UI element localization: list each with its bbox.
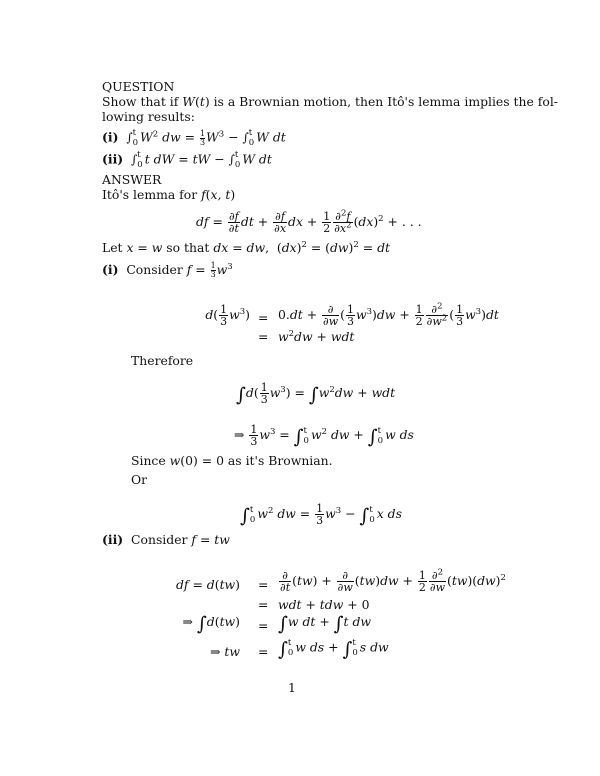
integral-equation-1: ∫d( $\frac{1}{3}$ $w^3) = \int w^2dw$ + wdt (236, 381, 396, 406)
question-part-ii: (ii) ∫ t 0 t dW = tW − ∫ t 0 W dt (102, 150, 272, 170)
since-text: Since w(0) = 0 as it's Brownian. (131, 453, 333, 468)
eq-ii-lhs-1: df = d(tw) (175, 577, 240, 592)
eq-i-equals-1: = (258, 310, 269, 325)
eq-i-equals-2: = (258, 329, 269, 344)
page-number: 1 (288, 680, 296, 695)
eq-i-lhs: d( $\frac{1}{3}$ $w^3$) (205, 303, 250, 328)
eq-ii-equals-4: = (258, 644, 269, 659)
eq-ii-equals-1: = (258, 577, 269, 592)
or-text: Or (131, 472, 148, 487)
eq-ii-lhs-3: ⇒ ∫d(tw) (182, 613, 240, 635)
part-i-consider: (i) Consider f = $\frac{1}{3}$ $w^3$ (102, 261, 233, 279)
question-text-line-2: lowing results: (102, 109, 195, 124)
substitution-line: Let x = w so that dx = dw, (dx)$^2$ = (dw)$^2$ = dt (102, 239, 390, 255)
eq-i-rhs-2: $w^2dw$ + wdt (278, 328, 355, 344)
eq-ii-rhs-3: ∫w dt + ∫t dw (278, 613, 372, 635)
question-text-line-1: Show that if W(t) is a Brownian motion, then Itô's lemma implies the fol- (102, 94, 558, 109)
eq-i-rhs-1: 0.dt + $\frac{\partial}{\partial w}$ ( $\frac{1}{3}$ $w^3)dw$ + $\frac{1}{2}$ $\frac{\partial^2}{\partial w^2}$ ( $\frac{1}{3}$ $w^3)dt$ (278, 301, 499, 328)
ito-intro: Itô's lemma for f(x, t) (102, 187, 236, 202)
eq-ii-equals-3: = (258, 618, 269, 633)
eq-ii-rhs-2: wdt + tdw + 0 (278, 597, 370, 612)
integral-equation-3: ∫ t 0 $w^2$ dw = $\frac{1}{3}$ $w^3$ − ∫ t 0 x ds (240, 502, 402, 527)
eq-ii-rhs-4: ∫ t 0 w ds + ∫ t 0 s dw (278, 638, 389, 661)
eq-ii-rhs-1: $\frac{\partial}{\partial t}$ (tw) + $\frac{\partial}{\partial w}$ (tw)dw + $\frac{1}{2}$ $\frac{\partial^2}{\partial w}$ (tw)(dw)$^2$ (280, 567, 506, 594)
eq-ii-equals-2: = (258, 597, 269, 612)
answer-heading: ANSWER (102, 172, 162, 187)
question-heading: QUESTION (102, 79, 175, 94)
question-part-i: (i) ∫ t 0 $W^2$ dw = $\frac{1}{3}$ $W^3$ − ∫ t 0 W dt (102, 128, 286, 148)
ito-lemma-equation: df = $\frac{\partial f}{\partial t}$ dt + $\frac{\partial f}{\partial x}$ dx + $\frac{1}{2}$ $\frac{\partial^2f}{\partial x^2}$ (dx)$^2$ + . . . (196, 208, 422, 235)
therefore-text: Therefore (131, 353, 194, 368)
integral-equation-2: ⇒ $\frac{1}{3}$ $w^3$ = ∫ t 0 $w^2$ dw + ∫ t 0 w ds (234, 423, 414, 448)
part-ii-consider: (ii) Consider f = tw (102, 532, 230, 547)
eq-ii-lhs-4: ⇒ tw (210, 644, 240, 659)
